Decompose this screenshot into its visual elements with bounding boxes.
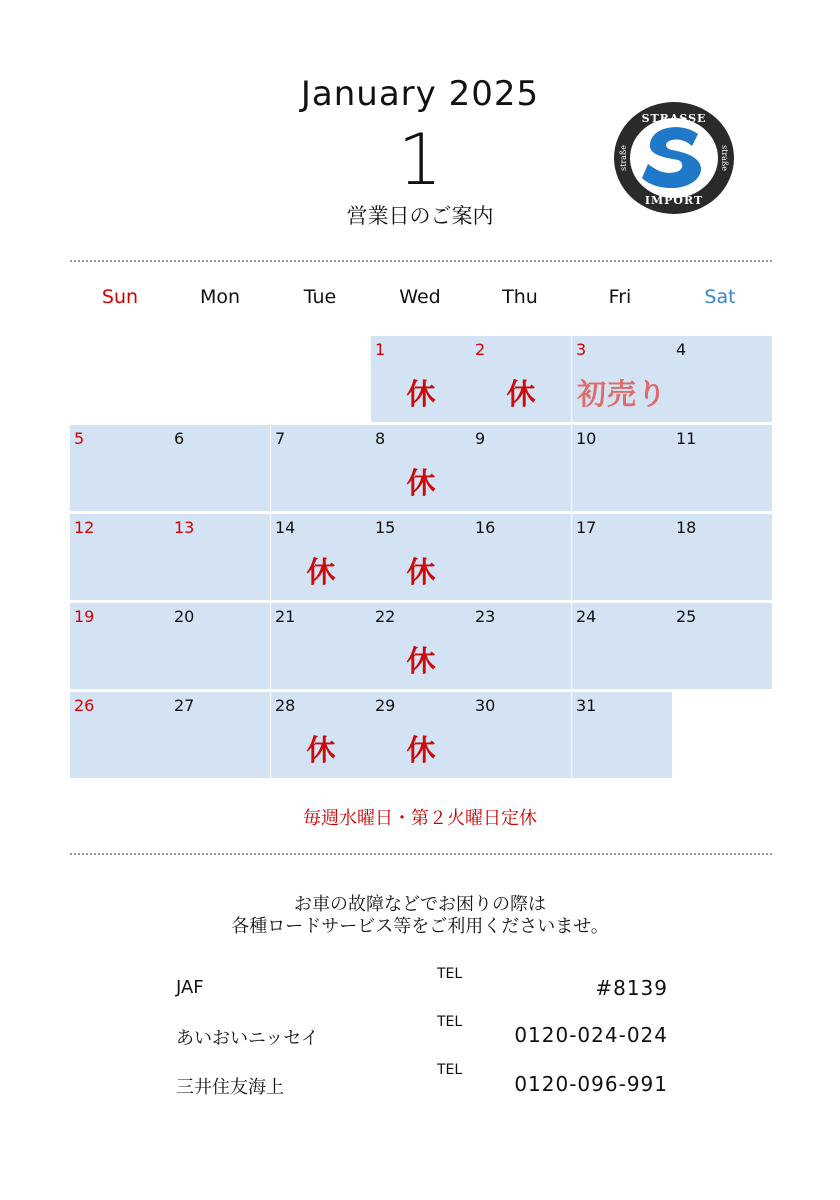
day-number: 18 (676, 518, 697, 537)
day-number: 28 (275, 696, 296, 715)
contact-name-mitsui: 三井住友海上 (176, 1077, 284, 1098)
calendar-day-cell (572, 336, 672, 422)
logo-side-text-left: straße (619, 145, 628, 171)
calendar-day-cell (271, 425, 371, 511)
calendar-day-cell (471, 692, 571, 778)
day-number: 3 (576, 340, 587, 359)
day-number: 6 (174, 429, 185, 448)
weekday-wed: Wed (399, 286, 441, 308)
calendar-day-cell (70, 425, 170, 511)
calendar-day-cell (170, 514, 270, 600)
day-number: 7 (275, 429, 286, 448)
calendar-grid (70, 336, 772, 780)
calendar-day-cell (471, 425, 571, 511)
day-number: 14 (275, 518, 296, 537)
contact-name-aioi: あいおいニッセイ (176, 1028, 319, 1049)
calendar-day-cell (471, 514, 571, 600)
day-number: 12 (74, 518, 95, 537)
closed-mark: 休 (406, 555, 436, 589)
day-number: 22 (375, 607, 396, 626)
day-number: 9 (475, 429, 486, 448)
weekday-sun: Sun (101, 286, 139, 308)
closed-mark: 休 (406, 644, 436, 678)
day-number: 25 (676, 607, 697, 626)
calendar-day-cell (170, 425, 270, 511)
calendar-day-cell (672, 603, 772, 689)
weekday-mon: Mon (199, 286, 241, 308)
calendar-day-cell (471, 603, 571, 689)
day-number: 15 (375, 518, 396, 537)
strasse-import-logo (612, 100, 736, 216)
calendar-day-cell (572, 603, 672, 689)
calendar-day-cell (170, 603, 270, 689)
calendar-day-cell (371, 336, 471, 422)
weekday-thu: Thu (502, 286, 538, 308)
calendar-day-cell (371, 425, 471, 511)
day-number: 19 (74, 607, 95, 626)
day-number: 16 (475, 518, 496, 537)
contact-tel-label-mitsui: TEL (437, 1062, 463, 1078)
day-number: 29 (375, 696, 396, 715)
contact-tel-label-jaf: TEL (437, 966, 463, 982)
day-number: 31 (576, 696, 597, 715)
day-number: 17 (576, 518, 597, 537)
weekday-sat: Sat (704, 286, 736, 308)
logo-bottom-text: IMPORT (644, 194, 704, 207)
calendar-day-cell (271, 692, 371, 778)
day-number: 24 (576, 607, 597, 626)
day-number: 10 (576, 429, 597, 448)
first-sale-mark: 初売り (576, 377, 667, 411)
contact-number-aioi: 0120-024-024 (514, 1023, 668, 1047)
day-number: 8 (375, 429, 386, 448)
month-number: 1 (397, 119, 443, 201)
closed-mark: 休 (406, 733, 436, 767)
calendar-day-cell (170, 692, 270, 778)
day-number: 11 (676, 429, 697, 448)
day-number: 27 (174, 696, 195, 715)
calendar-subtitle: 営業日のご案内 (346, 204, 494, 228)
roadside-info-line2: 各種ロードサービス等をご利用くださいませ。 (231, 916, 609, 937)
calendar-day-cell (672, 336, 772, 422)
contact-number-jaf: #8139 (595, 976, 668, 1000)
contact-name-jaf: JAF (176, 977, 204, 998)
roadside-info-line1: お車の故障などでお困りの際は (294, 894, 546, 915)
calendar-day-cell (371, 514, 471, 600)
logo-top-text: STRASSE (641, 112, 707, 125)
month-year-title: January 2025 (300, 74, 540, 114)
day-number: 1 (375, 340, 386, 359)
bottom-divider (70, 853, 772, 855)
roadside-info (0, 894, 840, 938)
calendar-day-cell (70, 514, 170, 600)
calendar-day-cell (672, 425, 772, 511)
day-number: 23 (475, 607, 496, 626)
day-number: 21 (275, 607, 296, 626)
calendar-day-cell (271, 603, 371, 689)
day-number: 13 (174, 518, 195, 537)
calendar-day-cell (271, 514, 371, 600)
calendar-day-cell (572, 514, 672, 600)
logo-side-text-right: straße (720, 145, 729, 171)
day-number: 30 (475, 696, 496, 715)
day-number: 26 (74, 696, 95, 715)
calendar-day-cell (572, 425, 672, 511)
regular-holiday-note: 毎週水曜日・第２火曜日定休 (303, 808, 537, 829)
top-divider (70, 260, 772, 262)
day-number: 5 (74, 429, 85, 448)
calendar-day-cell (672, 514, 772, 600)
weekday-header-row (70, 286, 772, 314)
calendar-day-cell (572, 692, 672, 778)
day-number: 20 (174, 607, 195, 626)
closed-mark: 休 (306, 555, 336, 589)
calendar-day-cell (471, 336, 571, 422)
closed-mark: 休 (306, 733, 336, 767)
closed-mark: 休 (406, 466, 436, 500)
calendar-day-cell (70, 603, 170, 689)
calendar-day-cell (70, 692, 170, 778)
calendar-day-cell (371, 603, 471, 689)
weekday-tue: Tue (303, 286, 337, 308)
closed-mark: 休 (406, 377, 436, 411)
weekday-fri: Fri (608, 286, 632, 308)
day-number: 2 (475, 340, 486, 359)
closed-mark: 休 (506, 377, 536, 411)
contact-tel-label-aioi: TEL (437, 1014, 463, 1030)
day-number: 4 (676, 340, 687, 359)
calendar-day-cell (371, 692, 471, 778)
contact-number-mitsui: 0120-096-991 (514, 1072, 668, 1096)
